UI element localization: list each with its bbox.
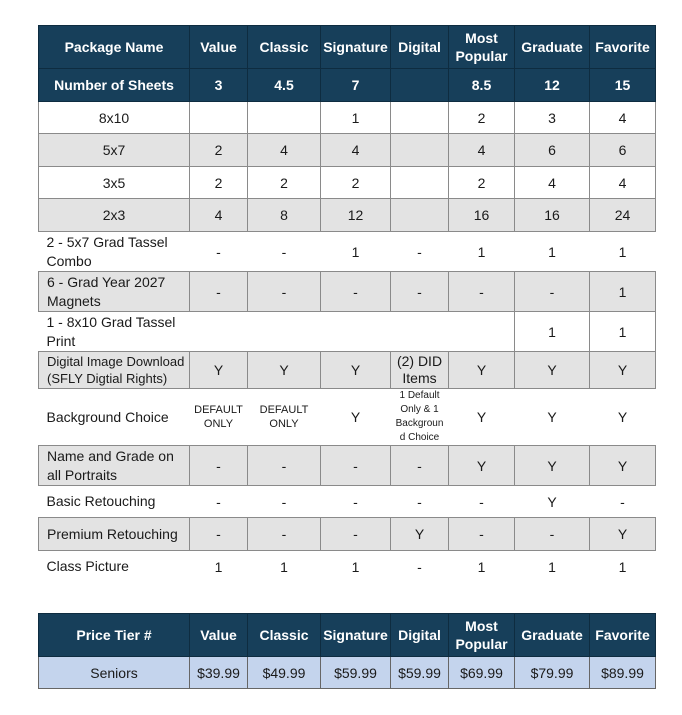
table-row bbox=[39, 199, 656, 232]
header-most-popular: Most Popular bbox=[449, 26, 515, 69]
cell: 1 bbox=[590, 312, 656, 352]
cell: DEFAULT ONLY bbox=[248, 389, 321, 446]
cell: 16 bbox=[515, 199, 590, 232]
cell: 1 bbox=[190, 551, 248, 583]
cell: 24 bbox=[590, 199, 656, 232]
cell: 8 bbox=[248, 199, 321, 232]
cell: 2 bbox=[190, 167, 248, 199]
cell: Y bbox=[590, 518, 656, 551]
header-value: Value bbox=[190, 26, 248, 69]
sheets-signature: 7 bbox=[321, 69, 391, 102]
row-label: Basic Retouching bbox=[39, 486, 190, 518]
cell: 1 bbox=[590, 272, 656, 312]
cell: 2 bbox=[449, 102, 515, 134]
row-label: 8x10 bbox=[39, 102, 190, 134]
cell: Y bbox=[515, 389, 590, 446]
cell bbox=[248, 102, 321, 134]
cell: Y bbox=[515, 446, 590, 486]
table-row bbox=[39, 551, 656, 583]
cell: 1 bbox=[321, 232, 391, 272]
cell: 1 bbox=[515, 232, 590, 272]
cell: - bbox=[248, 272, 321, 312]
cell: - bbox=[449, 486, 515, 518]
row-label: Name and Grade on all Portraits bbox=[39, 446, 190, 486]
row-label: 5x7 bbox=[39, 134, 190, 167]
header-signature: Signature bbox=[321, 26, 391, 69]
cell: 6 bbox=[590, 134, 656, 167]
price-header-signature: Signature bbox=[321, 614, 391, 657]
cell: 4 bbox=[248, 134, 321, 167]
row-label: Premium Retouching bbox=[39, 518, 190, 551]
table-row bbox=[39, 167, 656, 199]
cell: - bbox=[515, 518, 590, 551]
cell: 6 bbox=[515, 134, 590, 167]
cell: Y bbox=[391, 518, 449, 551]
sheets-row bbox=[39, 69, 656, 102]
cell: 1 bbox=[321, 102, 391, 134]
cell: 2 bbox=[190, 134, 248, 167]
cell: Y bbox=[248, 352, 321, 389]
table-row bbox=[39, 134, 656, 167]
sheets-classic: 4.5 bbox=[248, 69, 321, 102]
cell: 1 bbox=[590, 551, 656, 583]
cell: - bbox=[321, 446, 391, 486]
cell: - bbox=[248, 486, 321, 518]
cell: 4 bbox=[590, 167, 656, 199]
cell bbox=[449, 312, 515, 352]
cell: - bbox=[391, 272, 449, 312]
cell: 2 bbox=[248, 167, 321, 199]
sheets-label: Number of Sheets bbox=[39, 69, 190, 102]
cell bbox=[391, 102, 449, 134]
cell: - bbox=[391, 232, 449, 272]
table-row bbox=[39, 446, 656, 486]
cell: - bbox=[391, 551, 449, 583]
cell: - bbox=[391, 446, 449, 486]
cell: 1 bbox=[515, 312, 590, 352]
table-row bbox=[39, 486, 656, 518]
cell: Y bbox=[321, 352, 391, 389]
cell bbox=[248, 312, 321, 352]
cell: 1 bbox=[248, 551, 321, 583]
cell: 1 bbox=[449, 232, 515, 272]
package-table bbox=[38, 25, 656, 583]
cell: - bbox=[190, 486, 248, 518]
cell: DEFAULT ONLY bbox=[190, 389, 248, 446]
cell: 4 bbox=[449, 134, 515, 167]
cell: Y bbox=[590, 389, 656, 446]
cell bbox=[321, 312, 391, 352]
cell bbox=[190, 312, 248, 352]
cell: - bbox=[190, 446, 248, 486]
cell: - bbox=[190, 272, 248, 312]
cell: Y bbox=[449, 446, 515, 486]
cell: - bbox=[321, 518, 391, 551]
cell bbox=[391, 312, 449, 352]
cell: - bbox=[248, 232, 321, 272]
header-row bbox=[39, 26, 656, 69]
price-cell: $49.99 bbox=[248, 657, 321, 689]
price-header-value: Value bbox=[190, 614, 248, 657]
sheets-digital bbox=[391, 69, 449, 102]
cell: - bbox=[190, 232, 248, 272]
row-label: 3x5 bbox=[39, 167, 190, 199]
cell: 2 bbox=[449, 167, 515, 199]
price-header-row bbox=[39, 614, 656, 657]
sheets-graduate: 12 bbox=[515, 69, 590, 102]
cell bbox=[391, 134, 449, 167]
price-header-classic: Classic bbox=[248, 614, 321, 657]
row-label: Background Choice bbox=[39, 389, 190, 446]
sheets-most-popular: 8.5 bbox=[449, 69, 515, 102]
row-label: Class Picture bbox=[39, 551, 190, 583]
cell: Y bbox=[515, 352, 590, 389]
header-favorite: Favorite bbox=[590, 26, 656, 69]
cell: - bbox=[515, 272, 590, 312]
price-tier-label: Seniors bbox=[39, 657, 190, 689]
cell: 1 bbox=[449, 551, 515, 583]
table-row bbox=[39, 352, 656, 389]
cell: 4 bbox=[190, 199, 248, 232]
cell: - bbox=[391, 486, 449, 518]
header-graduate: Graduate bbox=[515, 26, 590, 69]
cell: Y bbox=[449, 389, 515, 446]
cell: - bbox=[321, 486, 391, 518]
price-cell: $59.99 bbox=[321, 657, 391, 689]
price-cell: $69.99 bbox=[449, 657, 515, 689]
row-label: 2 - 5x7 Grad Tassel Combo bbox=[39, 232, 190, 272]
cell: (2) DID Items bbox=[391, 352, 449, 389]
price-cell: $59.99 bbox=[391, 657, 449, 689]
cell: Y bbox=[321, 389, 391, 446]
row-label: 2x3 bbox=[39, 199, 190, 232]
cell: 2 bbox=[321, 167, 391, 199]
table-row bbox=[39, 518, 656, 551]
sheets-favorite: 15 bbox=[590, 69, 656, 102]
cell bbox=[391, 167, 449, 199]
price-table bbox=[38, 613, 656, 689]
row-label: 1 - 8x10 Grad Tassel Print bbox=[39, 312, 190, 352]
cell: 1 bbox=[321, 551, 391, 583]
table-row bbox=[39, 312, 656, 352]
price-row bbox=[39, 657, 656, 689]
cell: 1 bbox=[515, 551, 590, 583]
cell: 1 Default Only & 1 Backgroun d Choice bbox=[391, 389, 449, 446]
cell: 1 bbox=[590, 232, 656, 272]
price-cell: $89.99 bbox=[590, 657, 656, 689]
cell: 12 bbox=[321, 199, 391, 232]
table-row bbox=[39, 102, 656, 134]
price-header-graduate: Graduate bbox=[515, 614, 590, 657]
cell: Y bbox=[590, 352, 656, 389]
header-classic: Classic bbox=[248, 26, 321, 69]
cell bbox=[190, 102, 248, 134]
cell: Y bbox=[590, 446, 656, 486]
cell: - bbox=[321, 272, 391, 312]
cell: 4 bbox=[515, 167, 590, 199]
price-header-favorite: Favorite bbox=[590, 614, 656, 657]
cell: Y bbox=[449, 352, 515, 389]
header-package-name: Package Name bbox=[39, 26, 190, 69]
table-row bbox=[39, 232, 656, 272]
price-cell: $79.99 bbox=[515, 657, 590, 689]
cell: - bbox=[248, 446, 321, 486]
cell: - bbox=[449, 518, 515, 551]
table-row bbox=[39, 272, 656, 312]
cell: - bbox=[248, 518, 321, 551]
price-header-most-popular: Most Popular bbox=[449, 614, 515, 657]
header-digital: Digital bbox=[391, 26, 449, 69]
cell: 4 bbox=[321, 134, 391, 167]
row-label: 6 - Grad Year 2027 Magnets bbox=[39, 272, 190, 312]
cell: 3 bbox=[515, 102, 590, 134]
row-label: Digital Image Download (SFLY Digtial Rights) bbox=[39, 352, 190, 389]
cell: Y bbox=[515, 486, 590, 518]
price-header-tier: Price Tier # bbox=[39, 614, 190, 657]
cell: 4 bbox=[590, 102, 656, 134]
cell bbox=[391, 199, 449, 232]
cell: - bbox=[449, 272, 515, 312]
cell: - bbox=[190, 518, 248, 551]
price-header-digital: Digital bbox=[391, 614, 449, 657]
sheets-value: 3 bbox=[190, 69, 248, 102]
price-cell: $39.99 bbox=[190, 657, 248, 689]
cell: 16 bbox=[449, 199, 515, 232]
cell: Y bbox=[190, 352, 248, 389]
table-row bbox=[39, 389, 656, 446]
cell: - bbox=[590, 486, 656, 518]
